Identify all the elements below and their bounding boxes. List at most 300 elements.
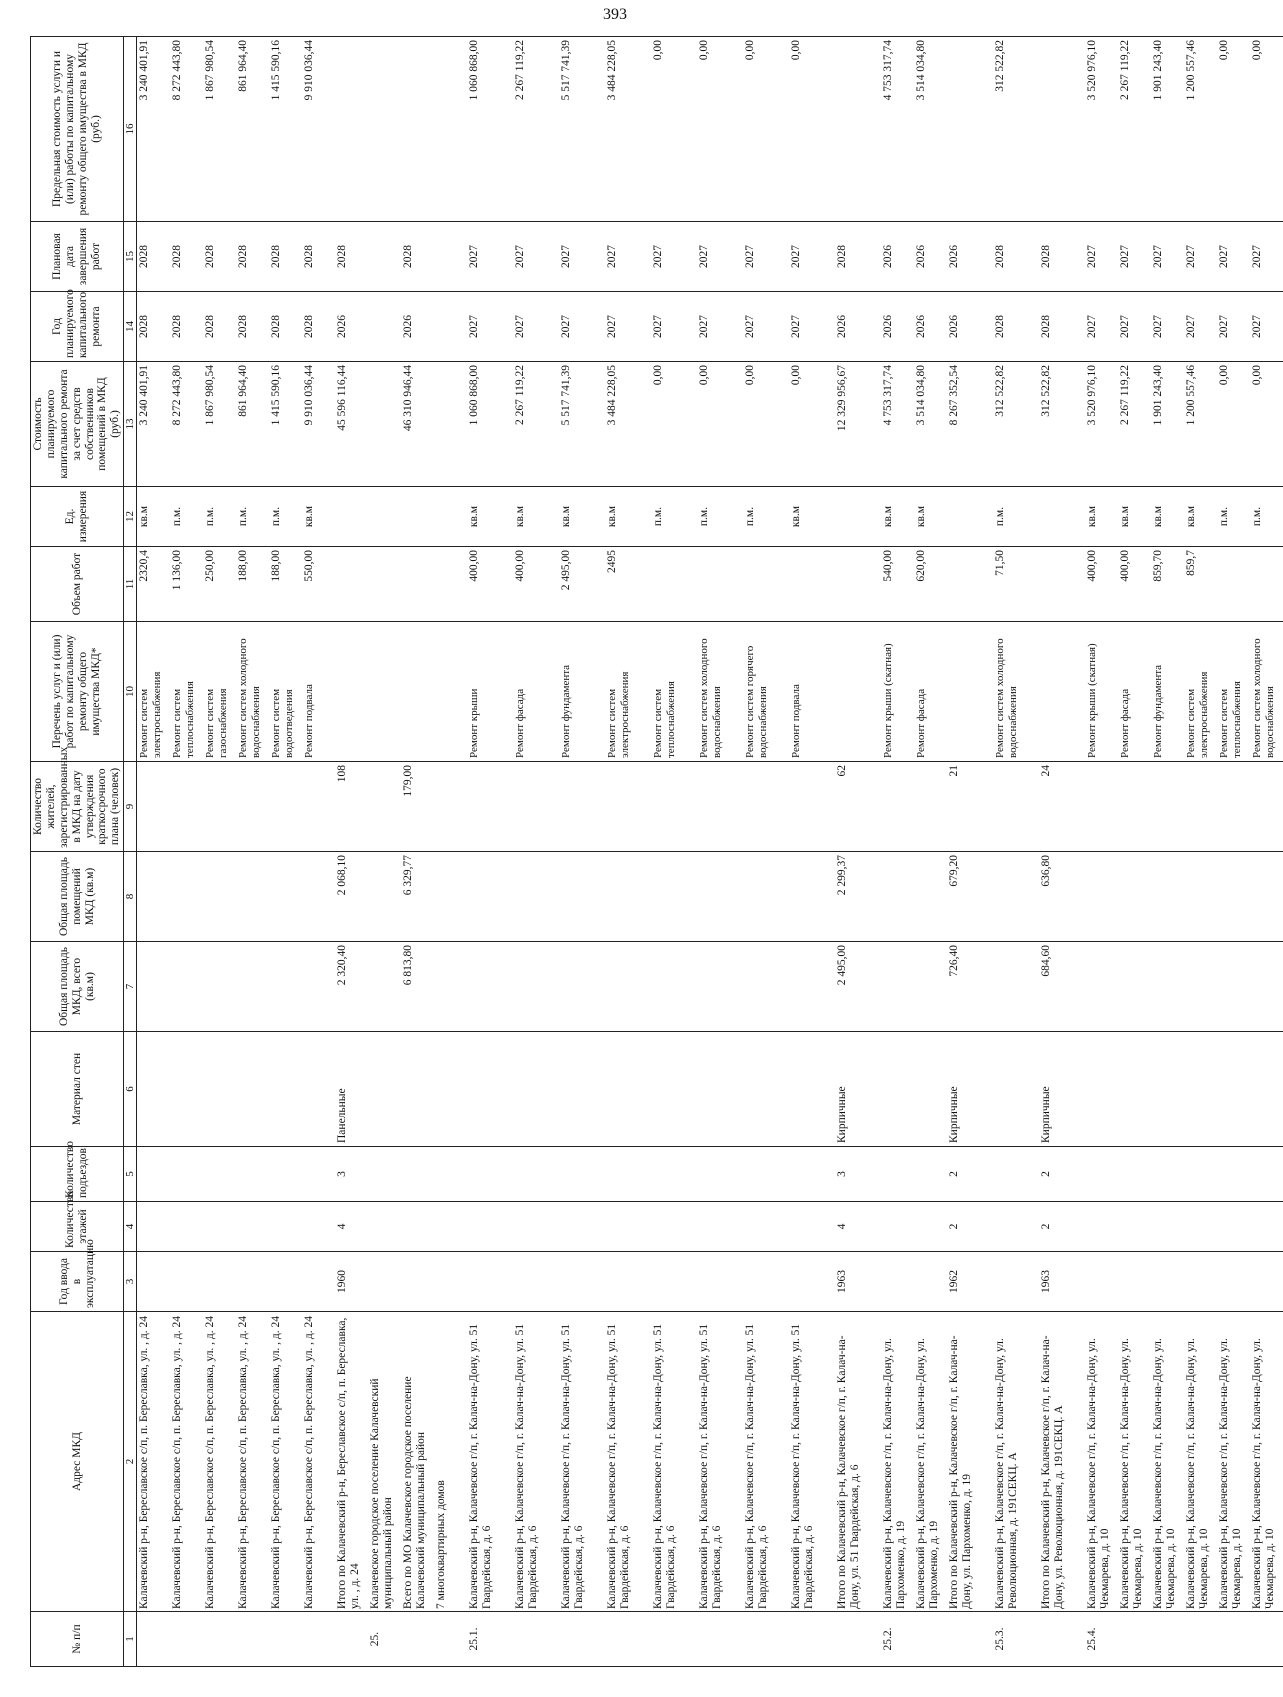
repair-year-cell: 2027: [789, 292, 835, 362]
work-volume-cell: [789, 547, 835, 622]
work-volume-cell: 620,00: [914, 547, 947, 622]
max-cost-cell: 0,00: [1217, 37, 1250, 222]
max-cost-cell: 0,00: [697, 37, 743, 222]
planned-cost-cell: 0,00: [1250, 362, 1283, 487]
address-cell: Калачевское городское поселение Калачевский муниципальный район: [368, 1312, 401, 1612]
row-number-cell: [137, 1612, 171, 1667]
row-number-cell: 25.4.: [1085, 1612, 1118, 1667]
floors-cell: [1118, 1202, 1151, 1252]
total-area-cell: 2 320,40: [335, 942, 368, 1032]
address-cell: Калачевский р-н, Калачевское г/п, г. Калач-на-Дону, ул. 51 Гвардейская, д. 6: [467, 1312, 513, 1612]
row-number-cell: [835, 1612, 881, 1667]
repair-year-cell: 2027: [605, 292, 651, 362]
total-area-cell: 2 495,00: [835, 942, 881, 1032]
floors-cell: [368, 1202, 401, 1252]
total-area-cell: [1085, 942, 1118, 1032]
wall-material-cell: [467, 1032, 513, 1147]
table-row: [835, 37, 881, 1667]
work-type-cell: [335, 622, 368, 762]
planned-cost-cell: 2 267 119,22: [513, 362, 559, 487]
col-number: 3: [124, 1252, 137, 1312]
work-type-cell: [434, 622, 467, 762]
floors-cell: [1085, 1202, 1118, 1252]
unit-cell: п.м.: [269, 487, 302, 547]
max-cost-cell: 0,00: [1250, 37, 1283, 222]
premises-area-cell: [605, 852, 651, 942]
end-date-cell: 2027: [743, 222, 789, 292]
premises-area-cell: [1184, 852, 1217, 942]
wall-material-cell: [1217, 1032, 1250, 1147]
year-built-cell: [513, 1252, 559, 1312]
year-built-cell: [697, 1252, 743, 1312]
max-cost-cell: 3 484 228,05: [605, 37, 651, 222]
year-built-cell: [651, 1252, 697, 1312]
premises-area-cell: [203, 852, 236, 942]
planned-cost-cell: 0,00: [1217, 362, 1250, 487]
end-date-cell: 2027: [605, 222, 651, 292]
address-cell: Калачевский р-н, Калачевское г/п, г. Калач-на-Дону, ул. Чекмарева, д. 10: [1118, 1312, 1151, 1612]
work-volume-cell: [947, 547, 993, 622]
unit-cell: кв.м: [1085, 487, 1118, 547]
header-row: [31, 37, 124, 1667]
planned-cost-cell: 1 867 980,54: [203, 362, 236, 487]
floors-cell: [1217, 1202, 1250, 1252]
end-date-cell: 2026: [881, 222, 914, 292]
table-row: [993, 37, 1039, 1667]
wall-material-cell: [881, 1032, 914, 1147]
residents-cell: 108: [335, 762, 368, 852]
entrances-cell: [401, 1147, 434, 1202]
year-built-cell: [137, 1252, 171, 1312]
table-row: [1151, 37, 1184, 1667]
planned-cost-cell: 1 200 557,46: [1184, 362, 1217, 487]
premises-area-cell: [743, 852, 789, 942]
total-area-cell: [137, 942, 171, 1032]
premises-area-cell: [269, 852, 302, 942]
table-row: [1039, 37, 1085, 1667]
planned-cost-cell: 0,00: [743, 362, 789, 487]
repair-year-cell: [434, 292, 467, 362]
end-date-cell: 2028: [993, 222, 1039, 292]
premises-area-cell: [1085, 852, 1118, 942]
max-cost-cell: [401, 37, 434, 222]
address-cell: Калачевский р-н, Береславское с/п, п. Береславка, ул. , д. 24: [269, 1312, 302, 1612]
planned-cost-cell: 0,00: [651, 362, 697, 487]
address-cell: Калачевский р-н, Калачевское г/п, г. Калач-на-Дону, ул. 51 Гвардейская, д. 6: [697, 1312, 743, 1612]
work-volume-cell: 859,70: [1151, 547, 1184, 622]
unit-cell: [335, 487, 368, 547]
col-number: 8: [124, 852, 137, 942]
repair-year-cell: 2027: [1118, 292, 1151, 362]
wall-material-cell: Кирпичные: [835, 1032, 881, 1147]
max-cost-cell: 1 867 980,54: [203, 37, 236, 222]
entrances-cell: [559, 1147, 605, 1202]
total-area-cell: [170, 942, 203, 1032]
repair-year-cell: 2027: [1217, 292, 1250, 362]
planned-cost-cell: 1 901 243,40: [1151, 362, 1184, 487]
work-volume-cell: 1 136,00: [170, 547, 203, 622]
year-built-cell: [1151, 1252, 1184, 1312]
address-cell: Калачевский р-н, Калачевское г/п, г. Калач-на-Дону, ул. Чекмарева, д. 10: [1085, 1312, 1118, 1612]
end-date-cell: 2027: [467, 222, 513, 292]
unit-cell: [1039, 487, 1085, 547]
wall-material-cell: [170, 1032, 203, 1147]
row-number-cell: [1217, 1612, 1250, 1667]
col-header-7: Общая площадь МКД, всего (кв.м): [31, 942, 124, 1032]
residents-cell: [605, 762, 651, 852]
table-row: [651, 37, 697, 1667]
residents-cell: [789, 762, 835, 852]
table-row: [302, 37, 335, 1667]
col-header-3: Год ввода в эксплуатацию: [31, 1252, 124, 1312]
entrances-cell: 2: [947, 1147, 993, 1202]
planned-cost-cell: 312 522,82: [993, 362, 1039, 487]
table-row: [914, 37, 947, 1667]
total-area-cell: [302, 942, 335, 1032]
col-header-10: Перечень услуг и (или) работ по капитальному ремонту общего имущества МКД*: [31, 622, 124, 762]
col-number: 13: [124, 362, 137, 487]
premises-area-cell: [368, 852, 401, 942]
row-number-cell: [947, 1612, 993, 1667]
year-built-cell: [881, 1252, 914, 1312]
work-type-cell: Ремонт систем электроснабжения: [137, 622, 171, 762]
residents-cell: [434, 762, 467, 852]
col-number: 14: [124, 292, 137, 362]
total-area-cell: [1217, 942, 1250, 1032]
unit-cell: п.м.: [1250, 487, 1283, 547]
entrances-cell: [467, 1147, 513, 1202]
end-date-cell: 2028: [269, 222, 302, 292]
year-built-cell: [368, 1252, 401, 1312]
planned-cost-cell: 5 517 741,39: [559, 362, 605, 487]
floors-cell: [605, 1202, 651, 1252]
unit-cell: [835, 487, 881, 547]
end-date-cell: 2028: [203, 222, 236, 292]
row-number-cell: [605, 1612, 651, 1667]
wall-material-cell: [434, 1032, 467, 1147]
table-row: [947, 37, 993, 1667]
max-cost-cell: 9 910 036,44: [302, 37, 335, 222]
max-cost-cell: 0,00: [743, 37, 789, 222]
premises-area-cell: [467, 852, 513, 942]
premises-area-cell: [170, 852, 203, 942]
unit-cell: кв.м: [513, 487, 559, 547]
residents-cell: [651, 762, 697, 852]
entrances-cell: [137, 1147, 171, 1202]
table-row: [368, 37, 401, 1667]
residents-cell: [1217, 762, 1250, 852]
repair-year-cell: 2026: [881, 292, 914, 362]
end-date-cell: 2028: [335, 222, 368, 292]
table-header: [31, 37, 137, 1667]
end-date-cell: 2026: [914, 222, 947, 292]
repair-year-cell: 2027: [1250, 292, 1283, 362]
col-header-11: Объем работ: [31, 547, 124, 622]
wall-material-cell: [651, 1032, 697, 1147]
max-cost-cell: 2 267 119,22: [1118, 37, 1151, 222]
work-type-cell: Ремонт систем теплоснабжения: [1217, 622, 1250, 762]
end-date-cell: 2028: [302, 222, 335, 292]
work-type-cell: Ремонт фасада: [914, 622, 947, 762]
work-volume-cell: 71,50: [993, 547, 1039, 622]
address-cell: Калачевский р-н, Калачевское г/п, г. Калач-на-Дону, ул. Пархоменко, д. 19: [881, 1312, 914, 1612]
work-volume-cell: [401, 547, 434, 622]
year-built-cell: [743, 1252, 789, 1312]
address-cell: Всего по МО Калачевское городское поселение Калачевский муниципальный район: [401, 1312, 434, 1612]
planned-cost-cell: 45 596 116,44: [335, 362, 368, 487]
row-number-cell: [914, 1612, 947, 1667]
total-area-cell: 684,60: [1039, 942, 1085, 1032]
entrances-cell: [513, 1147, 559, 1202]
residents-cell: [302, 762, 335, 852]
entrances-cell: [170, 1147, 203, 1202]
total-area-cell: [269, 942, 302, 1032]
row-number-cell: [335, 1612, 368, 1667]
repair-plan-table: [30, 36, 1283, 1667]
work-type-cell: [835, 622, 881, 762]
work-type-cell: Ремонт систем холодного водоснабжения: [1250, 622, 1283, 762]
entrances-cell: [236, 1147, 269, 1202]
table-row: [401, 37, 434, 1667]
col-number: 5: [124, 1147, 137, 1202]
col-number: 7: [124, 942, 137, 1032]
max-cost-cell: 3 520 976,10: [1085, 37, 1118, 222]
floors-cell: [1184, 1202, 1217, 1252]
row-number-cell: [697, 1612, 743, 1667]
wall-material-cell: [559, 1032, 605, 1147]
table-row: [743, 37, 789, 1667]
unit-cell: кв.м: [559, 487, 605, 547]
year-built-cell: 1962: [947, 1252, 993, 1312]
wall-material-cell: [605, 1032, 651, 1147]
col-header-13: Стоимость планируемого капитального ремонта за счет средств собственников помещений в МКД (руб.): [31, 362, 124, 487]
repair-year-cell: 2027: [513, 292, 559, 362]
end-date-cell: 2028: [835, 222, 881, 292]
floors-cell: [559, 1202, 605, 1252]
entrances-cell: [203, 1147, 236, 1202]
residents-cell: [743, 762, 789, 852]
floors-cell: [743, 1202, 789, 1252]
max-cost-cell: 4 753 317,74: [881, 37, 914, 222]
max-cost-cell: 1 901 243,40: [1151, 37, 1184, 222]
planned-cost-cell: 4 753 317,74: [881, 362, 914, 487]
work-type-cell: Ремонт подвала: [302, 622, 335, 762]
premises-area-cell: [1151, 852, 1184, 942]
work-type-cell: [1039, 622, 1085, 762]
total-area-cell: [1118, 942, 1151, 1032]
table-row: [513, 37, 559, 1667]
year-built-cell: [1085, 1252, 1118, 1312]
entrances-cell: [1217, 1147, 1250, 1202]
total-area-cell: [236, 942, 269, 1032]
work-type-cell: Ремонт систем холодного водоснабжения: [236, 622, 269, 762]
end-date-cell: 2028: [401, 222, 434, 292]
unit-cell: п.м.: [651, 487, 697, 547]
col-number: 10: [124, 622, 137, 762]
repair-year-cell: 2028: [137, 292, 171, 362]
year-built-cell: [1217, 1252, 1250, 1312]
entrances-cell: [368, 1147, 401, 1202]
entrances-cell: [1085, 1147, 1118, 1202]
max-cost-cell: [947, 37, 993, 222]
row-number-cell: [1184, 1612, 1217, 1667]
premises-area-cell: [914, 852, 947, 942]
work-type-cell: Ремонт систем холодного водоснабжения: [697, 622, 743, 762]
residents-cell: [914, 762, 947, 852]
floors-cell: [1151, 1202, 1184, 1252]
end-date-cell: 2027: [789, 222, 835, 292]
table-row: [236, 37, 269, 1667]
table-row: [605, 37, 651, 1667]
year-built-cell: [789, 1252, 835, 1312]
repair-year-cell: 2027: [697, 292, 743, 362]
floors-cell: 2: [947, 1202, 993, 1252]
unit-cell: п.м.: [1217, 487, 1250, 547]
address-cell: Калачевский р-н, Калачевское г/п, г. Калач-на-Дону, ул. 51 Гвардейская, д. 6: [513, 1312, 559, 1612]
premises-area-cell: [881, 852, 914, 942]
repair-year-cell: 2026: [914, 292, 947, 362]
max-cost-cell: 3 514 034,80: [914, 37, 947, 222]
year-built-cell: [401, 1252, 434, 1312]
unit-cell: [434, 487, 467, 547]
work-type-cell: Ремонт систем газоснабжения: [203, 622, 236, 762]
premises-area-cell: 636,80: [1039, 852, 1085, 942]
residents-cell: [1184, 762, 1217, 852]
work-volume-cell: [335, 547, 368, 622]
unit-cell: п.м.: [236, 487, 269, 547]
entrances-cell: [1250, 1147, 1283, 1202]
repair-year-cell: 2028: [236, 292, 269, 362]
work-volume-cell: [1250, 547, 1283, 622]
row-number-cell: [1118, 1612, 1151, 1667]
floors-cell: [203, 1202, 236, 1252]
entrances-cell: [743, 1147, 789, 1202]
planned-cost-cell: 1 060 868,00: [467, 362, 513, 487]
row-number-cell: [1039, 1612, 1085, 1667]
total-area-cell: [559, 942, 605, 1032]
residents-cell: [513, 762, 559, 852]
row-number-cell: 25.2.: [881, 1612, 914, 1667]
work-type-cell: Ремонт систем холодного водоснабжения: [993, 622, 1039, 762]
repair-year-cell: 2027: [743, 292, 789, 362]
year-built-cell: [467, 1252, 513, 1312]
total-area-cell: [1250, 942, 1283, 1032]
work-volume-cell: 540,00: [881, 547, 914, 622]
residents-cell: [1151, 762, 1184, 852]
repair-year-cell: 2027: [1184, 292, 1217, 362]
row-number-cell: [789, 1612, 835, 1667]
unit-cell: кв.м: [137, 487, 171, 547]
row-number-cell: [203, 1612, 236, 1667]
col-number: 6: [124, 1032, 137, 1147]
table-row: [137, 37, 171, 1667]
end-date-cell: 2027: [651, 222, 697, 292]
repair-year-cell: 2027: [1151, 292, 1184, 362]
address-cell: Калачевский р-н, Калачевское г/п, г. Калач-на-Дону, ул. Чекмарева, д. 10: [1151, 1312, 1184, 1612]
address-cell: Итого по Калачевский р-н, Калачевское г/п, г. Калач-на-Дону, ул. Революционная, д. 191СЕКЦ. А: [1039, 1312, 1085, 1612]
floors-cell: [789, 1202, 835, 1252]
row-number-cell: [1151, 1612, 1184, 1667]
total-area-cell: [1184, 942, 1217, 1032]
table-row: [559, 37, 605, 1667]
end-date-cell: 2027: [1118, 222, 1151, 292]
address-cell: Калачевский р-н, Калачевское г/п, г. Калач-на-Дону, ул. 51 Гвардейская, д. 6: [651, 1312, 697, 1612]
max-cost-cell: 0,00: [651, 37, 697, 222]
residents-cell: [1250, 762, 1283, 852]
repair-year-cell: 2027: [651, 292, 697, 362]
floors-cell: [914, 1202, 947, 1252]
max-cost-cell: 3 240 401,91: [137, 37, 171, 222]
end-date-cell: 2027: [1184, 222, 1217, 292]
address-cell: Калачевский р-н, Калачевское г/п, г. Калач-на-Дону, ул. 51 Гвардейская, д. 6: [743, 1312, 789, 1612]
year-built-cell: 1963: [1039, 1252, 1085, 1312]
table-row: [269, 37, 302, 1667]
wall-material-cell: [914, 1032, 947, 1147]
table-row: [434, 37, 467, 1667]
row-number-cell: [559, 1612, 605, 1667]
address-cell: Калачевский р-н, Береславское с/п, п. Береславка, ул. , д. 24: [137, 1312, 171, 1612]
work-volume-cell: [651, 547, 697, 622]
address-cell: Калачевский р-н, Калачевское г/п, г. Калач-на-Дону, ул. Чекмарева, д. 10: [1250, 1312, 1283, 1612]
unit-cell: п.м.: [170, 487, 203, 547]
premises-area-cell: [1217, 852, 1250, 942]
floors-cell: [269, 1202, 302, 1252]
unit-cell: [401, 487, 434, 547]
end-date-cell: 2027: [1085, 222, 1118, 292]
premises-area-cell: [1250, 852, 1283, 942]
max-cost-cell: 312 522,82: [993, 37, 1039, 222]
work-volume-cell: [434, 547, 467, 622]
repair-year-cell: 2028: [170, 292, 203, 362]
wall-material-cell: [697, 1032, 743, 1147]
end-date-cell: [368, 222, 401, 292]
work-type-cell: Ремонт фундамента: [1151, 622, 1184, 762]
residents-cell: [137, 762, 171, 852]
year-built-cell: [605, 1252, 651, 1312]
planned-cost-cell: 46 310 946,44: [401, 362, 434, 487]
address-cell: Калачевский р-н, Калачевское г/п, г. Калач-на-Дону, ул. Чекмарева, д. 10: [1217, 1312, 1250, 1612]
year-built-cell: [236, 1252, 269, 1312]
floors-cell: [513, 1202, 559, 1252]
total-area-cell: [467, 942, 513, 1032]
row-number-cell: [651, 1612, 697, 1667]
wall-material-cell: [1118, 1032, 1151, 1147]
entrances-cell: [269, 1147, 302, 1202]
wall-material-cell: [743, 1032, 789, 1147]
total-area-cell: [203, 942, 236, 1032]
col-number: 1: [124, 1612, 137, 1667]
col-header-6: Материал стен: [31, 1032, 124, 1147]
floors-cell: [881, 1202, 914, 1252]
end-date-cell: 2027: [559, 222, 605, 292]
work-type-cell: [368, 622, 401, 762]
wall-material-cell: [513, 1032, 559, 1147]
premises-area-cell: [236, 852, 269, 942]
max-cost-cell: 1 415 590,16: [269, 37, 302, 222]
repair-year-cell: 2028: [302, 292, 335, 362]
residents-cell: [993, 762, 1039, 852]
col-header-4: Количество этажей: [31, 1202, 124, 1252]
wall-material-cell: [993, 1032, 1039, 1147]
unit-cell: кв.м: [467, 487, 513, 547]
floors-cell: [236, 1202, 269, 1252]
floors-cell: [651, 1202, 697, 1252]
unit-cell: кв.м: [1184, 487, 1217, 547]
planned-cost-cell: 1 415 590,16: [269, 362, 302, 487]
max-cost-cell: 8 272 443,80: [170, 37, 203, 222]
unit-cell: [947, 487, 993, 547]
row-number-cell: [434, 1612, 467, 1667]
